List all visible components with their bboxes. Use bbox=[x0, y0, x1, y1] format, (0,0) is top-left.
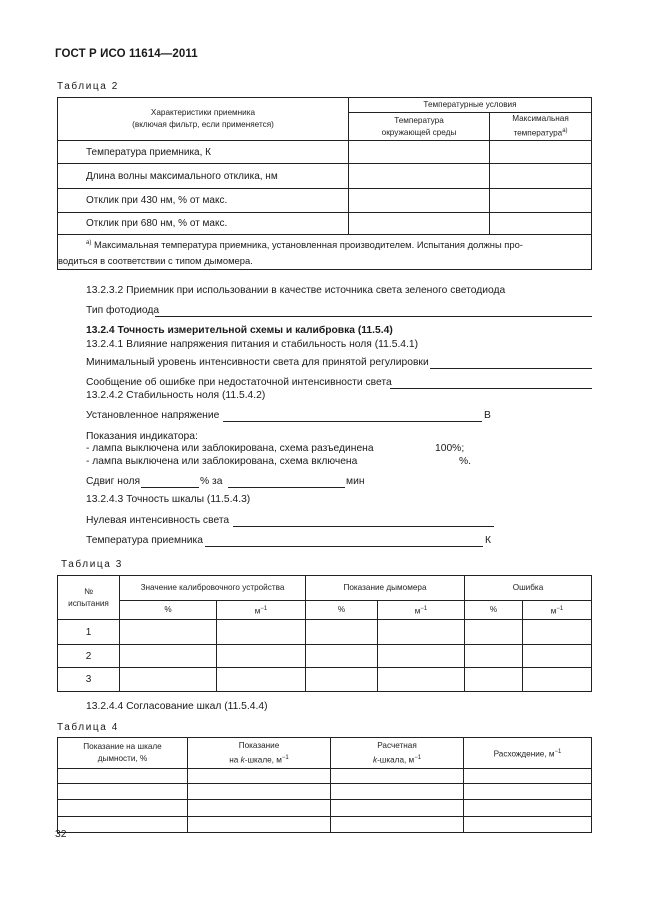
table4-header-calculated: Расчетная k-шкала, $м^{-1}$ bbox=[331, 738, 464, 769]
table3-row-number: 2 bbox=[58, 645, 120, 668]
detector-temp-field[interactable] bbox=[205, 546, 483, 547]
table3-unit: % bbox=[306, 601, 378, 620]
section-13-2-3-2: 13.2.3.2 Приемник при использовании в качестве источника света зеленого светодиода bbox=[86, 285, 506, 296]
zero-shift-field[interactable] bbox=[141, 487, 199, 488]
table3-unit: % bbox=[465, 601, 523, 620]
min-level-field[interactable] bbox=[430, 368, 592, 369]
table3-caption: Таблица 3 bbox=[61, 559, 123, 570]
indicator-value-2: %. bbox=[459, 456, 472, 467]
table2-header-max: Максимальная температура$^{а)}$ bbox=[490, 113, 592, 141]
table3-unit: $м^{-1}$ bbox=[523, 601, 592, 620]
table2-row: Температура приемника, К bbox=[58, 141, 349, 164]
section-13-2-4: 13.2.4 Точность измерительной схемы и калибровка (11.5.4) bbox=[86, 325, 393, 336]
table3-unit: % bbox=[120, 601, 217, 620]
error-msg-label: Сообщение об ошибке при недостаточной интенсивности света bbox=[86, 377, 392, 388]
indicator-value-1: 100%; bbox=[435, 443, 465, 454]
table4-header-k-reading: Показание на k-шкале, $м^{-1}$ bbox=[188, 738, 331, 769]
zero-intensity-label: Нулевая интенсивность света bbox=[86, 515, 230, 526]
indicator-line-2: - лампа выключена или заблокирована, схема включена bbox=[86, 456, 358, 467]
table2-header-ambient: Температура окружающей среды bbox=[349, 113, 490, 141]
volt-unit: В bbox=[484, 410, 491, 421]
section-13-2-4-4: 13.2.4.4 Согласование шкал (11.5.4.4) bbox=[86, 701, 268, 712]
indicator-label: Показания индикатора: bbox=[86, 431, 198, 442]
detector-temp-label: Температура приемника bbox=[86, 535, 203, 546]
table2-row: Отклик при 680 нм, % от макс. bbox=[58, 213, 349, 235]
min-level-label: Минимальный уровень интенсивности света для принятой регулировки bbox=[86, 357, 429, 368]
indicator-line-1: - лампа выключена или заблокирована, схема разъединена bbox=[86, 443, 374, 454]
table2-header-characteristics: Характеристики приемника (включая фильтр, если применяется) bbox=[58, 98, 349, 141]
table2-row: Длина волны максимального отклика, нм bbox=[58, 164, 349, 189]
table2-caption: Таблица 2 bbox=[57, 81, 119, 92]
document-header: ГОСТ Р ИСО 11614—2011 bbox=[55, 48, 198, 60]
page-number: 32 bbox=[55, 829, 67, 840]
table3-unit: $м^{-1}$ bbox=[378, 601, 465, 620]
zero-shift-minutes-field[interactable] bbox=[228, 487, 345, 488]
photodiode-type-label: Тип фотодиода bbox=[86, 305, 160, 316]
zero-intensity-field[interactable] bbox=[233, 526, 494, 527]
section-13-2-4-3: 13.2.4.3 Точность шкалы (11.5.4.3) bbox=[86, 494, 251, 505]
table3-header-calibration: Значение калибровочного устройства bbox=[120, 576, 306, 601]
table2-header-temp: Температурные условия bbox=[349, 98, 592, 113]
table3 bbox=[57, 575, 592, 692]
zero-shift-pct: % за bbox=[200, 476, 223, 487]
table4-caption: Таблица 4 bbox=[57, 722, 119, 733]
set-voltage-field[interactable] bbox=[223, 421, 482, 422]
zero-shift-min: мин bbox=[346, 476, 365, 487]
error-msg-field[interactable] bbox=[390, 388, 592, 389]
zero-shift-label: Сдвиг ноля bbox=[86, 476, 141, 487]
section-13-2-4-1: 13.2.4.1 Влияние напряжения питания и стабильность ноля (11.5.4.1) bbox=[86, 339, 419, 350]
k-unit: К bbox=[485, 535, 491, 546]
table4-header-discrepancy: Расхождение, $м^{-1}$ bbox=[464, 738, 592, 769]
table2 bbox=[57, 97, 592, 270]
table3-header-error: Ошибка bbox=[465, 576, 592, 601]
table2-footnote: $^{а)}$ Максимальная температура приемника, установленная производителем. Испытания должны про- водиться в соответствии с типом дымомера. bbox=[58, 235, 592, 270]
table3-header-number: № испытания bbox=[58, 576, 120, 620]
section-13-2-4-2: 13.2.4.2 Стабильность ноля (11.5.4.2) bbox=[86, 390, 266, 401]
table2-row: Отклик при 430 нм, % от макс. bbox=[58, 189, 349, 213]
table3-row-number: 1 bbox=[58, 620, 120, 645]
set-voltage-label: Установленное напряжение bbox=[86, 410, 220, 421]
table3-header-meter: Показание дымомера bbox=[306, 576, 465, 601]
table3-unit: $м^{-1}$ bbox=[217, 601, 306, 620]
photodiode-type-field[interactable] bbox=[155, 316, 592, 317]
table4-header-scale: Показание на шкале дымности, % bbox=[58, 738, 188, 769]
table4 bbox=[57, 737, 592, 833]
table3-row-number: 3 bbox=[58, 668, 120, 692]
